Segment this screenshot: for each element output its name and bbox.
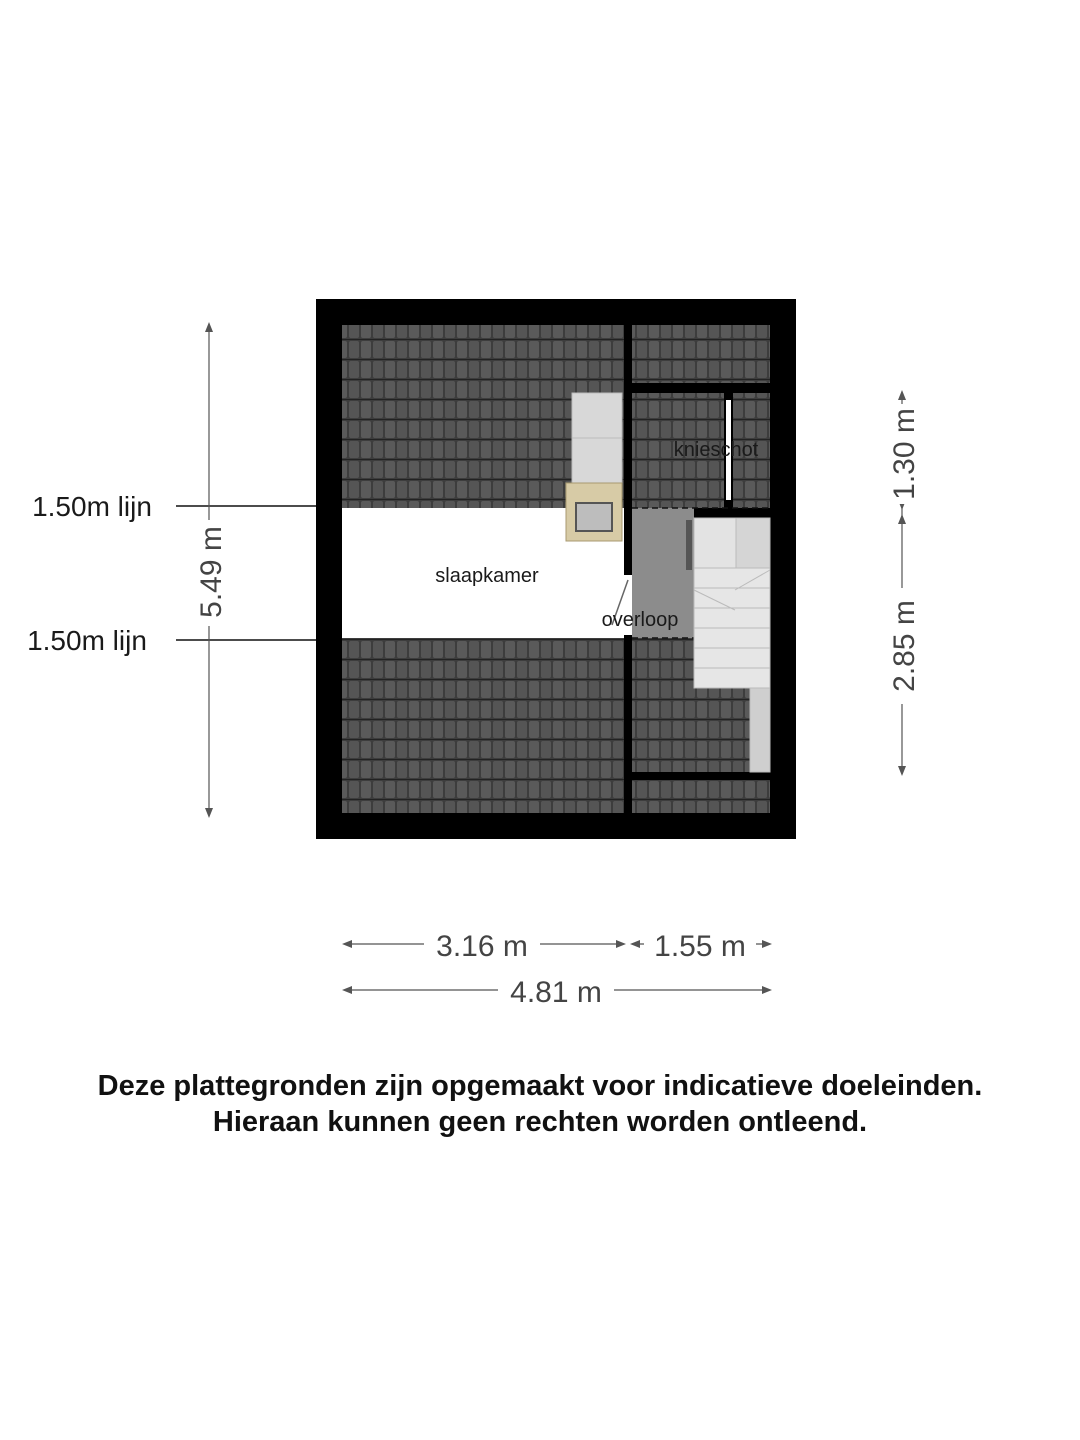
dim-label-right-bottom: 2.85 m xyxy=(888,600,921,692)
inner-wall-top xyxy=(632,383,784,393)
wall-stub-mid xyxy=(724,508,774,516)
roof-area-left-bottom xyxy=(342,638,624,813)
room-label-knieschot: knieschot xyxy=(673,439,759,461)
upper-line-label: 1.50m lijn xyxy=(32,491,152,522)
roof-area-right-bottom xyxy=(632,780,770,813)
dim-label-width-left: 3.16 m xyxy=(436,930,528,963)
dim-label-width-right: 1.55 m xyxy=(654,930,746,963)
sink-basin xyxy=(576,503,612,531)
inner-wall-bottom xyxy=(632,772,784,780)
disclaimer-line-2: Hieraan kunnen geen rechten worden ontleend. xyxy=(212,1106,868,1138)
roof-area-right-top xyxy=(632,325,770,383)
room-label-overloop: overloop xyxy=(601,609,679,631)
disclaimer-line-1: Deze plattegronden zijn opgemaakt voor indicatieve doeleinden. xyxy=(97,1070,983,1102)
inner-wall-vertical xyxy=(624,310,632,830)
dim-label-width-total: 4.81 m xyxy=(510,976,602,1009)
lower-line-label: 1.50m lijn xyxy=(27,625,147,656)
room-label-slaapkamer: slaapkamer xyxy=(435,565,539,587)
dim-label-right-top: 1.30 m xyxy=(888,408,921,500)
dim-label-total-height: 5.49 m xyxy=(195,526,228,618)
